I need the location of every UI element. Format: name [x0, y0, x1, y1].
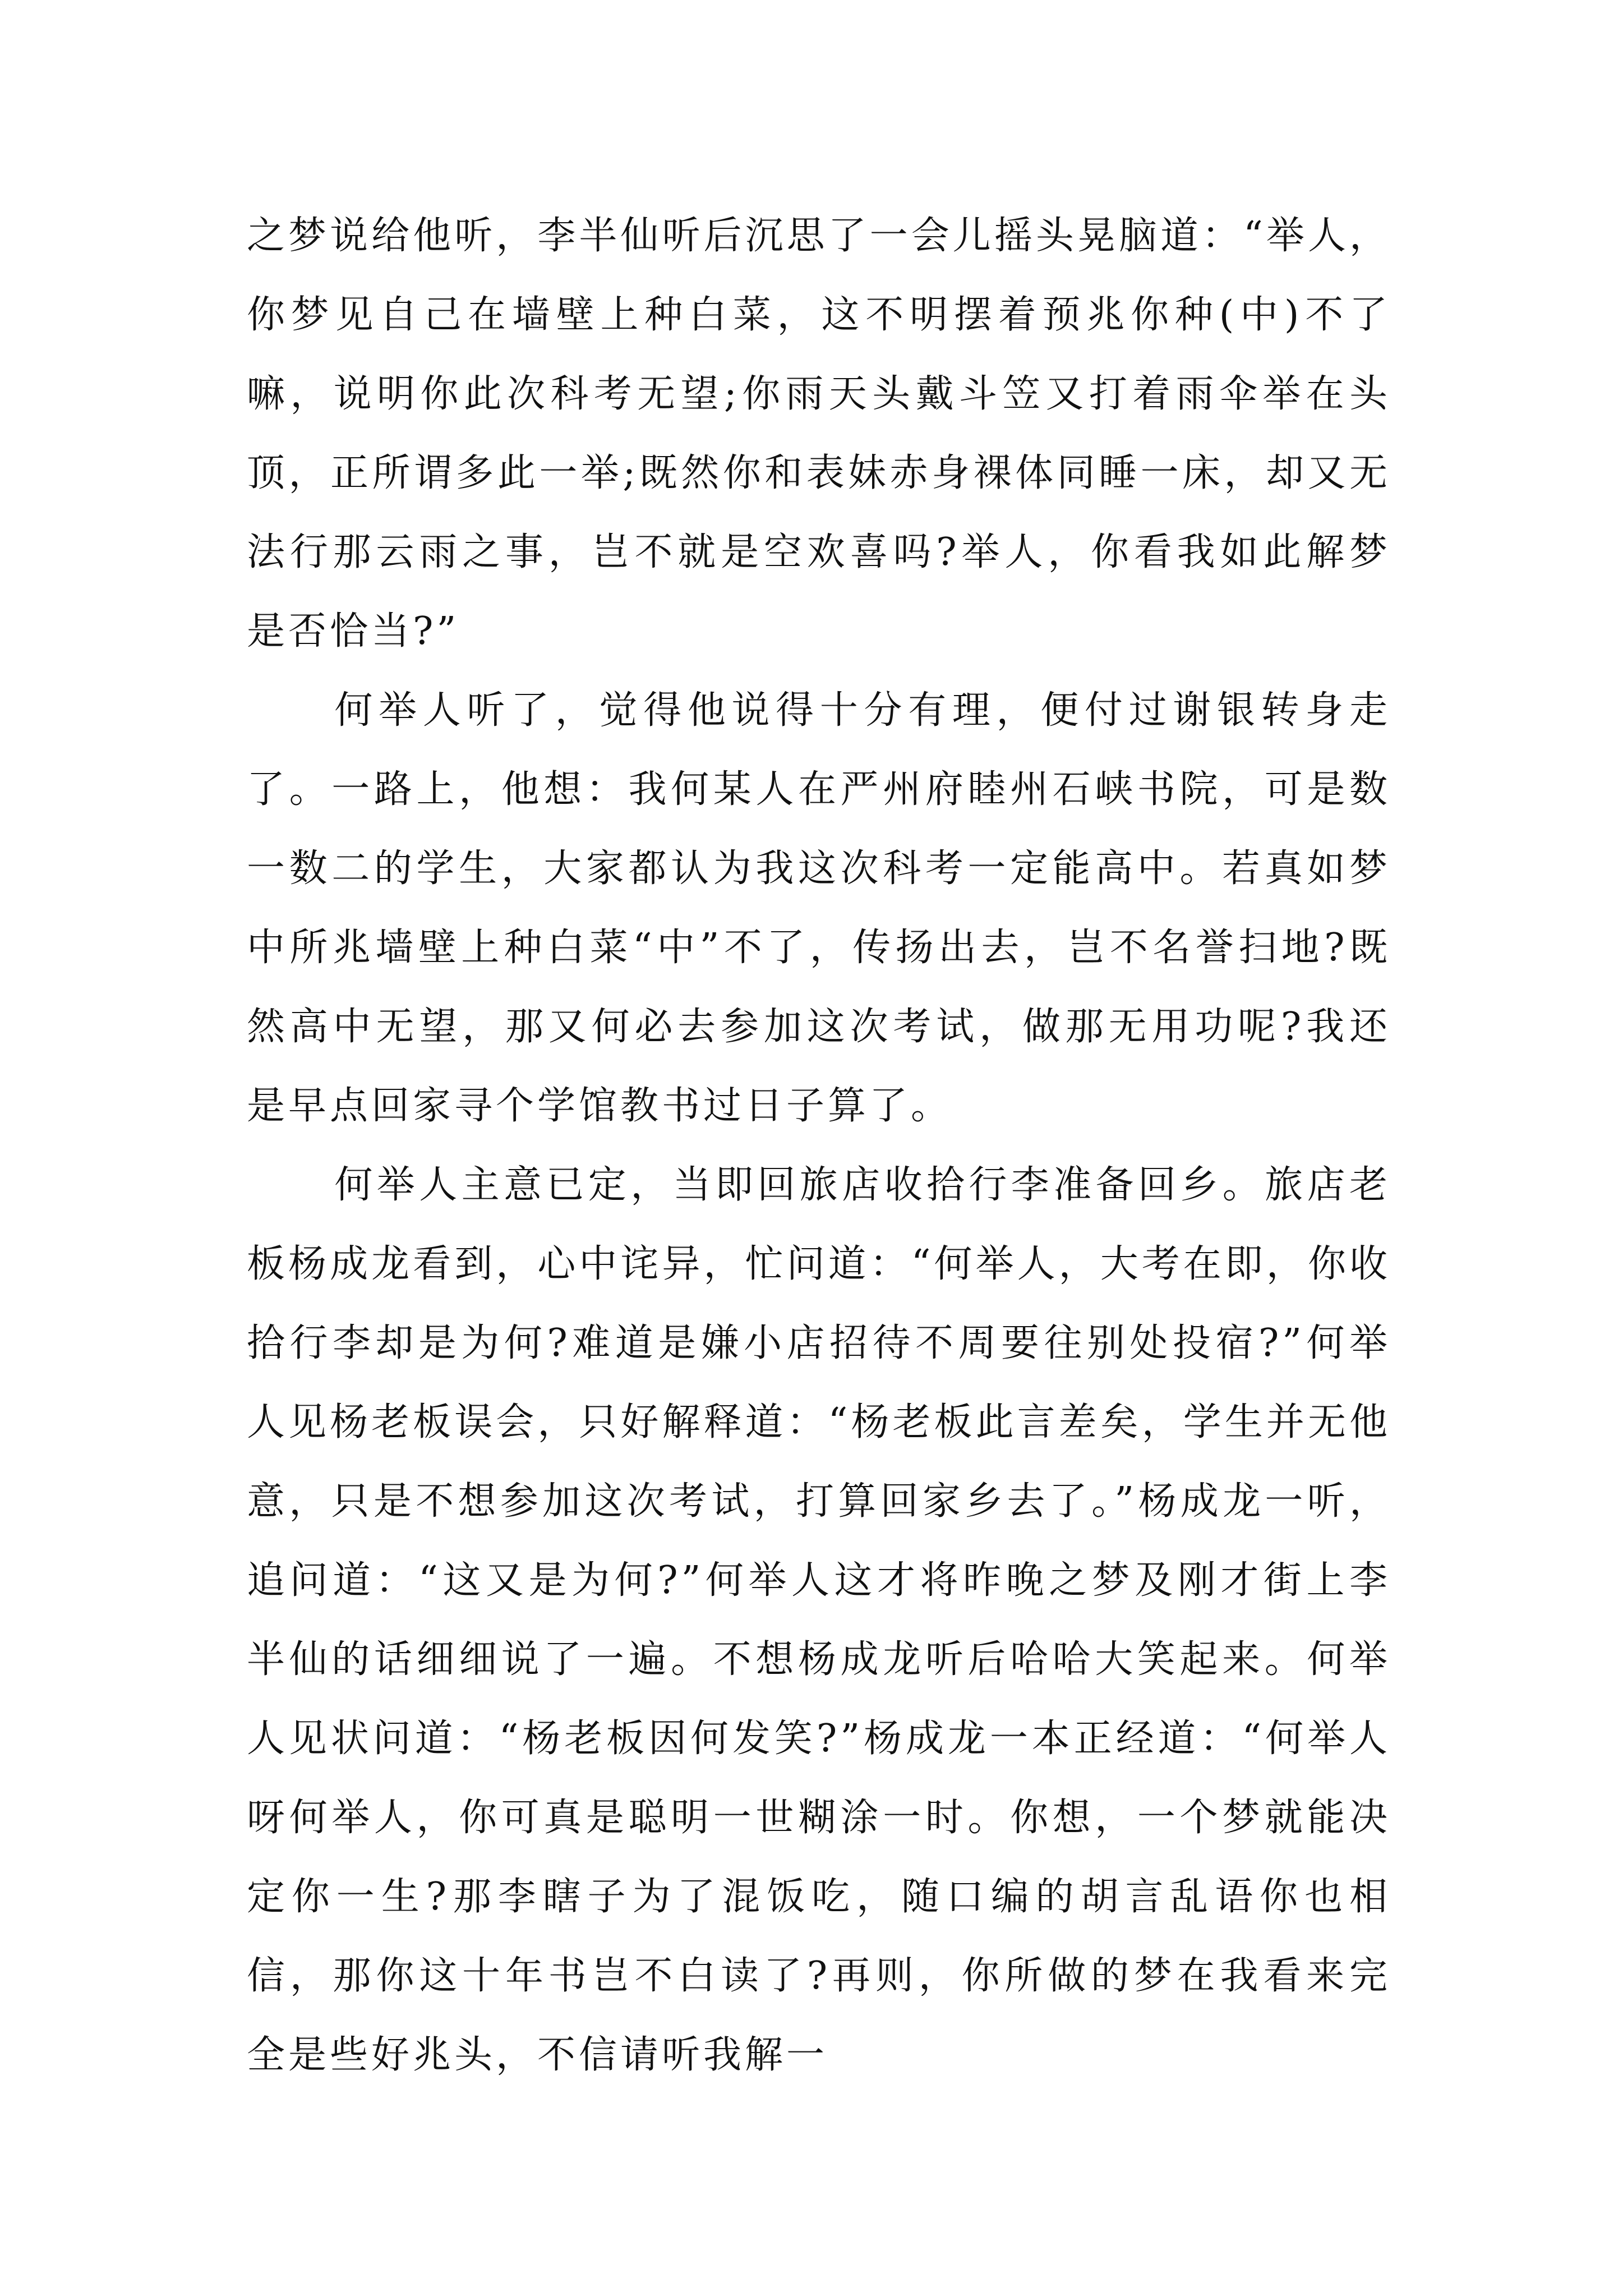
- body-text: [247, 196, 1391, 2095]
- paragraph-2: 何举人听了，觉得他说得十分有理，便付过谢银转身走了。一路上，他想：我何某人在严州府睦州石峡书院，可是数一数二的学生，大家都认为我这次科考一定能高中。若真如梦中所兆墙壁上种白菜“中”不了，传扬出去，岂不名誉扫地?既然高中无望，那又何必去参加这次考试，做那无用功呢?我还是早点回家寻个学馆教书过日子算了。: [247, 688, 1391, 1128]
- paragraph-3: 何举人主意已定，当即回旅店收拾行李准备回乡。旅店老板杨成龙看到，心中诧异，忙问道：“何举人，大考在即，你收拾行李却是为何?难道是嫌小店招待不周要往别处投宿?”何举人见杨老板误会，只好解释道：“杨老板此言差矣，学生并无他意，只是不想参加这次考试，打算回家乡去了。”杨成龙一听，追问道：“这又是为何?”何举人这才将昨晚之梦及刚才街上李半仙的话细细说了一遍。不想杨成龙听后哈哈大笑起来。何举人见状问道：“杨老板因何发笑?”杨成龙一本正经道：“何举人呀何举人，你可真是聪明一世糊涂一时。你想，一个梦就能决定你一生?那李瞎子为了混饭吃，随口编的胡言乱语你也相信，那你这十年书岂不白读了?再则，你所做的梦在我看来完全是些好兆头，不信请听我解一: [247, 1163, 1391, 2077]
- paragraph-1: 之梦说给他听，李半仙听后沉思了一会儿摇头晃脑道：“举人，你梦见自己在墙壁上种白菜，这不明摆着预兆你种(中)不了嘛，说明你此次科考无望;你雨天头戴斗笠又打着雨伞举在头顶，正所谓多此一举;既然你和表妹赤身裸体同睡一床，却又无法行那云雨之事，岂不就是空欢喜吗?举人，你看我如此解梦是否恰当?”: [247, 214, 1391, 654]
